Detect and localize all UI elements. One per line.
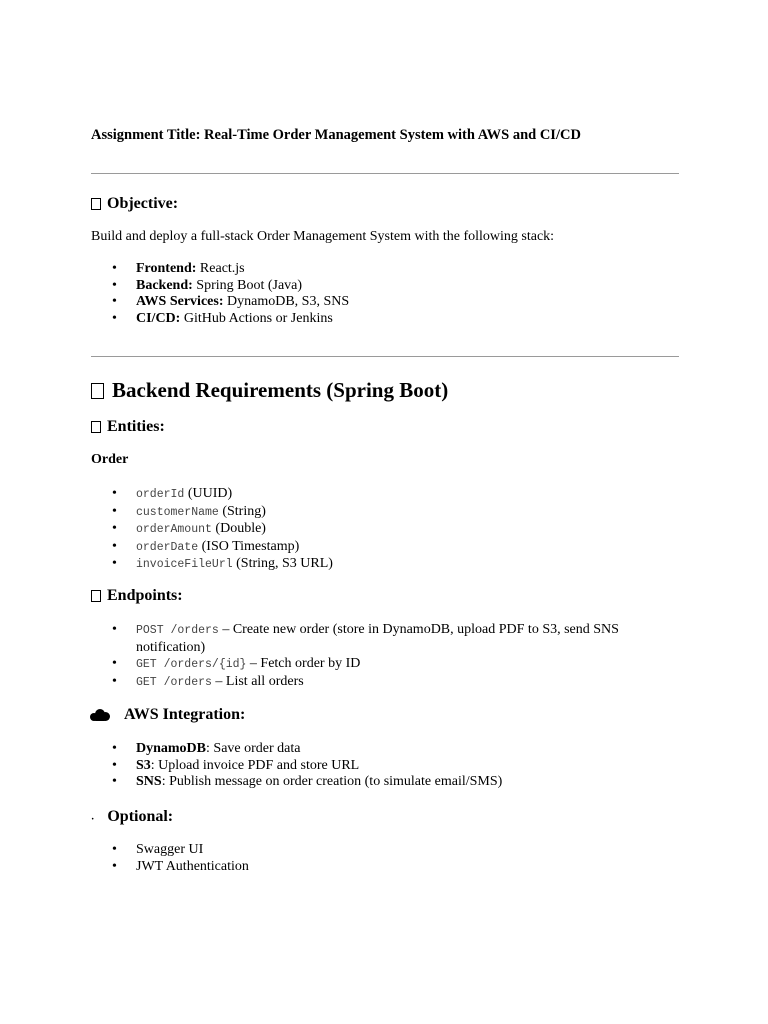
optional-heading [91,808,173,826]
endpoints-heading [91,587,183,605]
aws-heading [90,706,245,724]
entities-heading-text: Entities: [107,418,165,435]
list-item: • GET /orders – List all orders [91,674,651,692]
list-item: • CI/CD: GitHub Actions or Jenkins [91,311,651,328]
entities-heading [91,418,165,436]
list-item: • invoiceFileUrl (String, S3 URL) [91,556,651,574]
list-item: • GET /orders/{id} – Fetch order by ID [91,656,651,674]
backend-heading [91,378,448,403]
entity-name: Order [91,452,129,467]
stack-list [91,261,651,327]
aws-list [91,741,651,791]
cloud-icon [90,709,110,721]
order-fields-list [91,486,651,574]
list-item: • Swagger UI [91,842,651,859]
list-item: • orderAmount (Double) [91,521,651,539]
missing-glyph-icon [91,421,101,433]
missing-glyph-icon [91,590,101,602]
list-item: • POST /orders – Create new order (store in DynamoDB, upload PDF to S3, send SNS notification) [91,622,651,656]
objective-heading [91,195,178,213]
endpoints-heading-text: Endpoints: [107,587,183,604]
missing-glyph-icon [91,383,104,399]
objective-intro: Build and deploy a full-stack Order Management System with the following stack: [91,229,555,244]
optional-heading-text: Optional: [107,808,174,825]
list-item: • orderDate (ISO Timestamp) [91,539,651,557]
aws-heading-text: AWS Integration: [124,706,246,723]
list-item: • JWT Authentication [91,859,651,876]
list-item: • Frontend: React.js [91,261,651,278]
backend-heading-text: Backend Requirements (Spring Boot) [112,378,449,402]
list-item: • orderId (UUID) [91,486,651,504]
missing-glyph-icon [91,198,101,210]
list-item: • DynamoDB: Save order data [91,741,651,758]
list-item: • AWS Services: DynamoDB, S3, SNS [91,294,651,311]
list-item: • customerName (String) [91,504,651,522]
list-item: • S3: Upload invoice PDF and store URL [91,758,651,775]
list-item: • Backend: Spring Boot (Java) [91,278,651,295]
list-item: • SNS: Publish message on order creation (to simulate email/SMS) [91,774,651,791]
endpoints-list [91,622,651,691]
assignment-title: Assignment Title: Real-Time Order Management System with AWS and CI/CD [91,127,581,143]
horizontal-rule [91,173,679,174]
optional-list [91,842,651,875]
dot-icon: · [91,813,95,825]
horizontal-rule [91,356,679,357]
objective-heading-text: Objective: [107,195,179,212]
